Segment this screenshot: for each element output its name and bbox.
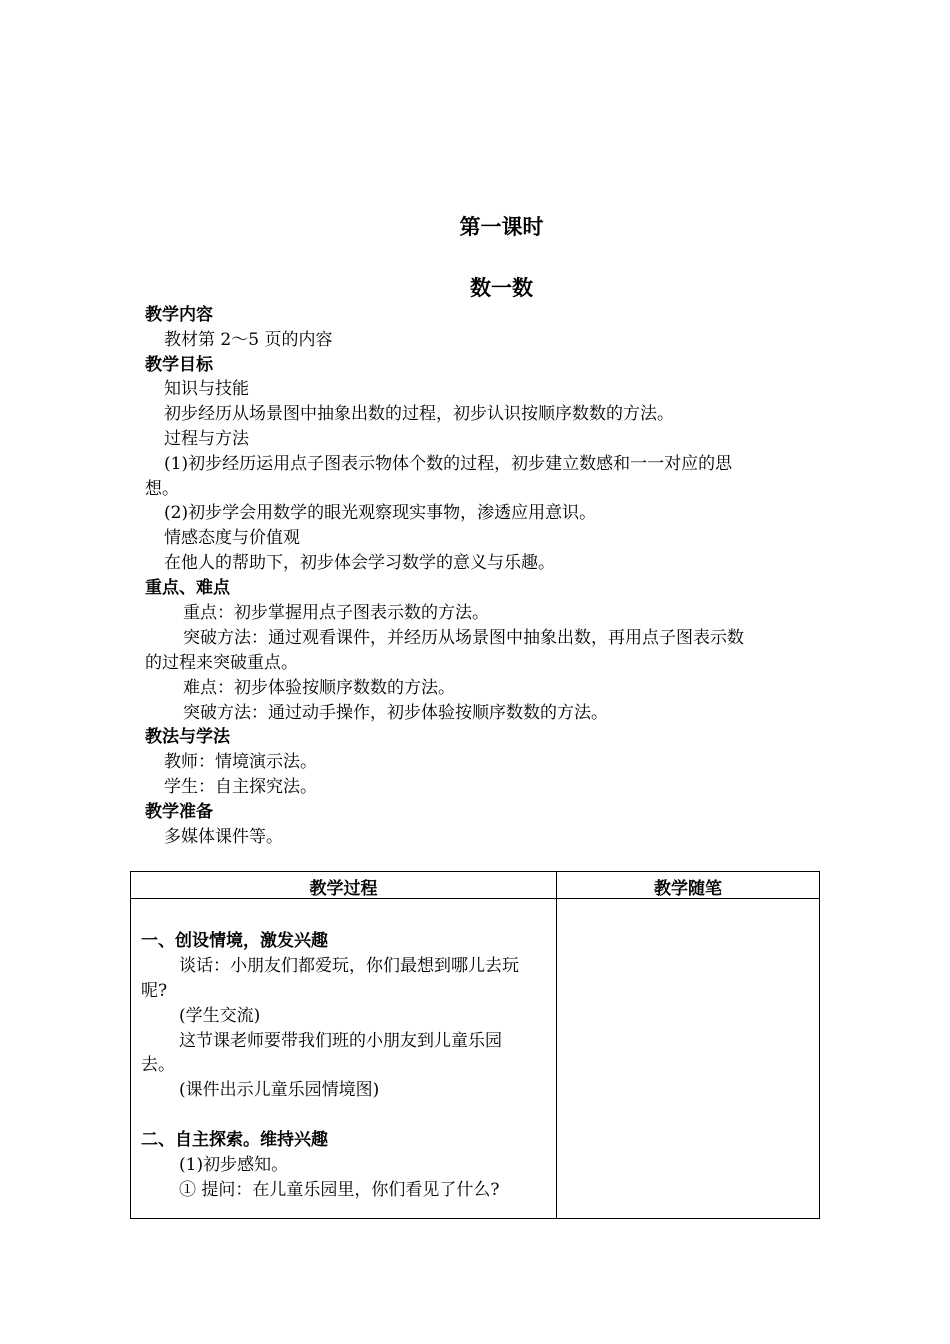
emotion-text: 在他人的帮助下，初步体会学习数学的意义与乐趣。: [164, 553, 555, 573]
process-item-1a: (1)初步经历运用点子图表示物体个数的过程，初步建立数感和一一对应的思: [164, 454, 733, 474]
difficult-point: 难点：初步体验按顺序数数的方法。: [183, 678, 455, 698]
knowledge-label: 知识与技能: [164, 379, 249, 399]
lesson-subtitle: 数一数: [470, 275, 533, 300]
teaching-process-table: [130, 871, 820, 1219]
teacher-talk-a: 这节课老师要带我们班的小朋友到儿童乐园: [179, 1031, 502, 1051]
content-text: 教材第 2～5 页的内容: [164, 330, 333, 350]
courseware-note: (课件出示儿童乐园情境图): [179, 1080, 380, 1100]
emotion-label: 情感态度与价值观: [164, 528, 300, 548]
question-step: ① 提问：在儿童乐园里，你们看见了什么?: [179, 1180, 500, 1200]
part1-heading: 一、创设情境，激发兴趣: [141, 931, 328, 951]
process-label: 过程与方法: [164, 429, 249, 449]
knowledge-text: 初步经历从场景图中抽象出数的过程，初步认识按顺序数数的方法。: [164, 404, 674, 424]
student-exchange: (学生交流): [179, 1006, 261, 1026]
process-item-1b: 想。: [145, 479, 179, 499]
teacher-method: 教师：情境演示法。: [164, 752, 317, 772]
talk-b: 呢?: [141, 981, 168, 1001]
keypoints-heading: 重点、难点: [145, 578, 230, 598]
prep-text: 多媒体课件等。: [164, 827, 283, 847]
prep-heading: 教学准备: [145, 802, 213, 822]
col-header-notes: 教学随笔: [654, 879, 722, 899]
teacher-talk-b: 去。: [141, 1055, 175, 1075]
talk-a: 谈话：小朋友们都爱玩，你们最想到哪儿去玩: [179, 956, 519, 976]
student-method: 学生：自主探究法。: [164, 777, 317, 797]
col-header-process: 教学过程: [309, 879, 378, 899]
methods-heading: 教法与学法: [145, 727, 230, 747]
goals-heading: 教学目标: [145, 355, 213, 375]
lesson-title: 第一课时: [459, 214, 544, 239]
process-item-2: (2)初步学会用数学的眼光观察现实事物，渗透应用意识。: [164, 503, 597, 523]
perceive-step: (1)初步感知。: [179, 1155, 289, 1175]
key-method-b: 的过程来突破重点。: [145, 653, 298, 673]
key-method-a: 突破方法：通过观看课件，并经历从场景图中抽象出数，再用点子图表示数: [183, 628, 744, 648]
content-heading: 教学内容: [145, 305, 213, 325]
part2-heading: 二、自主探索。维持兴趣: [141, 1130, 328, 1150]
column-divider: [556, 872, 557, 1218]
difficult-method: 突破方法：通过动手操作，初步体验按顺序数数的方法。: [183, 703, 608, 723]
key-point: 重点：初步掌握用点子图表示数的方法。: [183, 603, 489, 623]
